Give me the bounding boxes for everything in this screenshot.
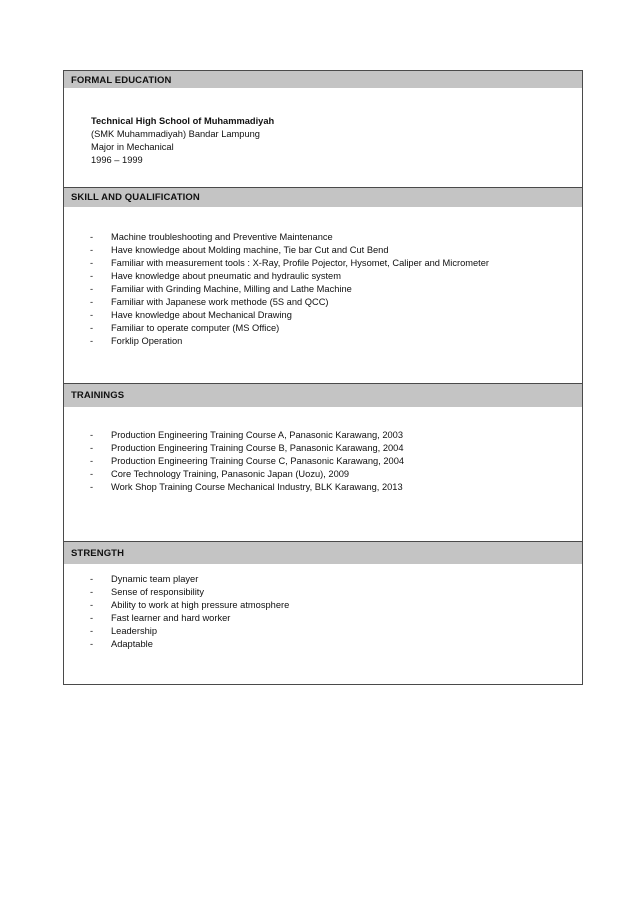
list-item [64,599,582,612]
list-item-text: Have knowledge about Mechanical Drawing [111,310,292,320]
list-item [64,231,582,244]
list-item-text: Work Shop Training Course Mechanical Industry, BLK Karawang, 2013 [111,482,403,492]
list-item [64,335,582,348]
bullet-dash: - [90,232,94,242]
list-item-text: Sense of responsibility [111,587,205,597]
list-item-text: Familiar to operate computer (MS Office) [111,323,280,333]
list-item [64,612,582,625]
skills-list [64,231,582,348]
list-item [64,270,582,283]
bullet-dash: - [90,271,94,281]
list-item [64,586,582,599]
list-item [64,322,582,335]
list-item [64,296,582,309]
list-item-text: Have knowledge about pneumatic and hydraulic system [111,271,341,281]
bullet-dash: - [90,310,94,320]
list-item [64,638,582,651]
bullet-dash: - [90,639,94,649]
section-header: STRENGTH [64,541,582,564]
list-item-text: Leadership [111,626,158,636]
strength-list [64,573,582,651]
list-item-text: Have knowledge about Molding machine, Tie bar Cut and Cut Bend [111,245,389,255]
list-item [64,429,582,442]
list-item [64,468,582,481]
bullet-dash: - [90,626,94,636]
school-name: Technical High School of Muhammadiyah [91,116,275,126]
school-detail: (SMK Muhammadiyah) Bandar Lampung [91,129,260,139]
list-item-text: Production Engineering Training Course C, Panasonic Karawang, 2004 [111,456,405,466]
major: Major in Mechanical [91,142,174,152]
years: 1996 – 1999 [91,155,143,165]
list-item-text: Dynamic team player [111,574,199,584]
bullet-dash: - [90,245,94,255]
list-item [64,309,582,322]
list-item-text: Core Technology Training, Panasonic Japan (Uozu), 2009 [111,469,350,479]
section-skills [64,187,582,384]
list-item-text: Ability to work at high pressure atmosphere [111,600,290,610]
bullet-dash: - [90,574,94,584]
bullet-dash: - [90,482,94,492]
bullet-dash: - [90,469,94,479]
list-item-text: Familiar with Japanese work methode (5S and QCC) [111,297,329,307]
list-item [64,442,582,455]
bullet-dash: - [90,284,94,294]
list-item-text: Production Engineering Training Course B, Panasonic Karawang, 2004 [111,443,404,453]
list-item [64,625,582,638]
list-item [64,244,582,257]
list-item-text: Adaptable [111,639,153,649]
list-item [64,257,582,270]
bullet-dash: - [90,443,94,453]
bullet-dash: - [90,587,94,597]
section-strength [64,541,582,684]
bullet-dash: - [90,600,94,610]
list-item-text: Familiar with measurement tools : X-Ray, Profile Pojector, Hysomet, Caliper and Micrometer [111,258,490,268]
list-item-text: Machine troubleshooting and Preventive Maintenance [111,232,333,242]
list-item [64,481,582,494]
section-trainings [64,383,582,542]
list-item [64,283,582,296]
section-header: TRAININGS [64,383,582,407]
section-header: FORMAL EDUCATION [64,71,582,88]
list-item-text: Production Engineering Training Course A, Panasonic Karawang, 2003 [111,430,404,440]
list-item-text: Forklip Operation [111,336,183,346]
section-formal-education [64,71,582,188]
bullet-dash: - [90,613,94,623]
resume-frame [63,70,583,685]
list-item-text: Fast learner and hard worker [111,613,231,623]
list-item [64,455,582,468]
bullet-dash: - [90,430,94,440]
section-header: SKILL AND QUALIFICATION [64,187,582,207]
bullet-dash: - [90,456,94,466]
education-entry [91,115,582,167]
trainings-list [64,429,582,494]
list-item-text: Familiar with Grinding Machine, Milling and Lathe Machine [111,284,352,294]
bullet-dash: - [90,336,94,346]
bullet-dash: - [90,323,94,333]
bullet-dash: - [90,297,94,307]
list-item [64,573,582,586]
bullet-dash: - [90,258,94,268]
